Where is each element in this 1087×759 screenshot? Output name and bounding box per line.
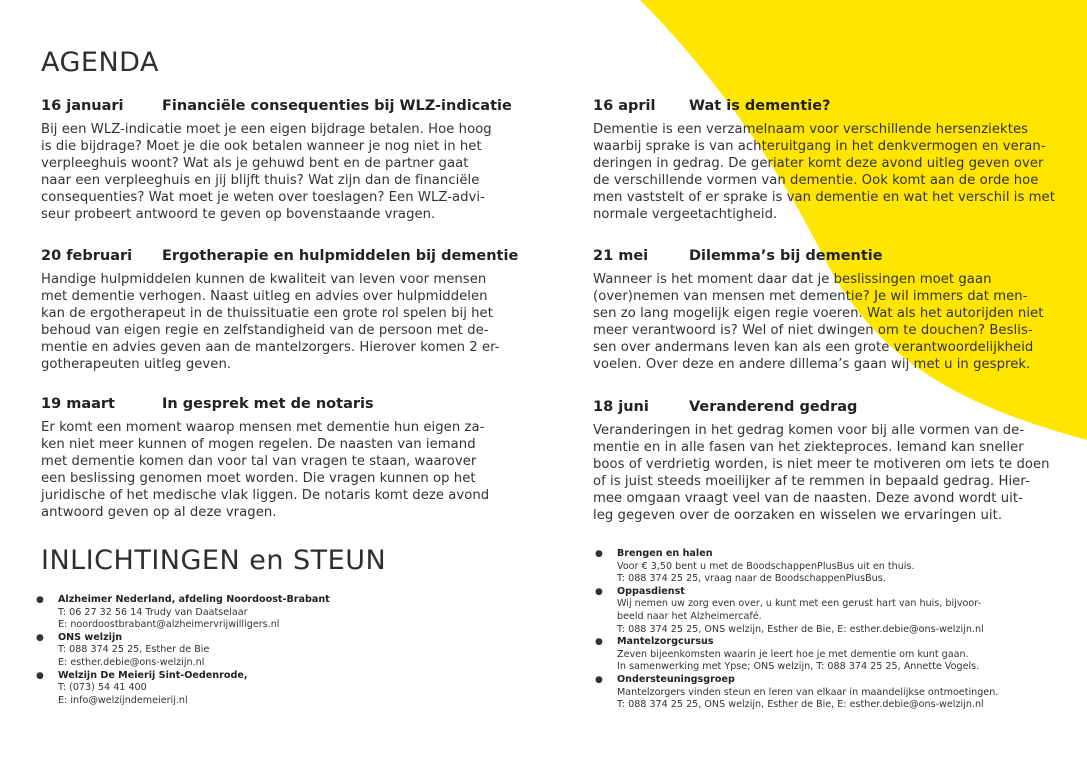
event-line: waarbij sprake is van achteruitgang in het denkvermogen en veran-: [593, 139, 1046, 154]
event-line: (over)nemen van mensen met dementie? Je wil immers dat men-: [593, 289, 1028, 304]
contact-item: [36, 670, 536, 708]
event-line: antwoord geven op al deze vragen.: [41, 505, 277, 520]
info-contacts-left: [36, 594, 536, 707]
event-title: Veranderend gedrag: [689, 399, 858, 415]
event-title: Ergotherapie en hulpmiddelen bij dementie: [162, 248, 519, 264]
bullet-icon: ●: [36, 595, 44, 605]
contact-item: [36, 594, 536, 632]
event-line: Wanneer is het moment daar dat je beslissingen moet gaan: [593, 272, 992, 287]
event-line: Handige hulpmiddelen kunnen de kwaliteit van leven voor mensen: [41, 272, 487, 287]
event-header: [41, 393, 528, 415]
contact-item: [36, 632, 536, 670]
event-header: [593, 396, 1076, 418]
event-line: met dementie verhogen. Naast uitleg en advies over hulpmiddelen: [41, 289, 488, 304]
event-line: Dementie is een verzamelnaam voor verschillende hersenziektes: [593, 122, 1029, 137]
event-line: juridische of het medische vlak liggen. De notaris komt deze avond: [41, 488, 490, 503]
event-line: gotherapeuten uitleg geven.: [41, 357, 232, 372]
event-line: Bij een WLZ-indicatie moet je een eigen bijdrage betalen. Hoe hoog: [41, 122, 492, 137]
agenda-event: [593, 396, 1076, 524]
event-line: naar een verpleeghuis en jij blijft thuis? Wat zijn dan de financiële: [41, 173, 480, 188]
event-line: mentie en advies geven aan de mantelzorgers. Hierover komen 2 er-: [41, 340, 500, 355]
contact-name: Oppasdienst: [617, 585, 685, 597]
event-description: [41, 271, 528, 373]
event-line: een beslissing genomen moet worden. Die vragen kunnen op het: [41, 471, 476, 486]
event-line: met dementie komen dan voor tal van vragen te staan, waarover: [41, 454, 477, 469]
event-line: kan de ergotherapeut in de thuissituatie een grote rol spelen bij het: [41, 306, 493, 321]
event-title: Financiële consequenties bij WLZ-indicatie: [162, 98, 512, 114]
contact-line: Voor € 3,50 bent u met de BoodschappenPlusBus uit en thuis.: [617, 560, 915, 572]
event-description: [41, 121, 528, 223]
contact-line: T: (073) 54 41 400: [58, 682, 147, 694]
event-line: mentie en in alle fasen van het ziekteproces. Iemand kan sneller: [593, 440, 1024, 455]
event-line: behoud van eigen regie en zelfstandigheid van de persoon met de-: [41, 323, 489, 338]
event-line: normale vergeetachtigheid.: [593, 207, 778, 222]
contact-item: [595, 674, 1075, 712]
event-line: consequenties? Wat moet je weten over toeslagen? Een WLZ-advi-: [41, 190, 485, 205]
contact-line: T: 088 374 25 25, Esther de Bie: [58, 644, 210, 656]
contact-line: Mantelzorgers vinden steun en leren van elkaar in maandelijkse ontmoetingen.: [617, 686, 999, 698]
event-line: of is juist steeds moeilijker af te remmen in bepaald gedrag. Hier-: [593, 474, 1030, 489]
event-description: [593, 422, 1076, 524]
event-title: Wat is dementie?: [689, 98, 831, 114]
event-line: mee omgaan vraagt veel van de naasten. Deze avond wordt uit-: [593, 491, 1023, 506]
contact-line: E: info@welzijndemeierij.nl: [58, 694, 188, 706]
event-line: sen over andermans leven kan als een grote verantwoordelijkheid: [593, 340, 1034, 355]
bullet-icon: ●: [595, 674, 603, 685]
event-line: deringen in gedrag. De geriater komt deze avond uitleg geven over: [593, 156, 1044, 171]
event-line: boos of verdrietig worden, is niet meer te motiveren om iets te doen: [593, 457, 1050, 472]
event-description: [41, 419, 528, 521]
contact-line: Zeven bijeenkomsten waarin je leert hoe je met dementie om kunt gaan.: [617, 648, 969, 660]
contact-line: T: 088 374 25 25, vraag naar de BoodschappenPlusBus.: [617, 573, 886, 585]
agenda-event: [593, 245, 1076, 373]
event-title: In gesprek met de notaris: [162, 396, 374, 412]
contact-name: Mantelzorgcursus: [617, 636, 714, 648]
event-description: [593, 121, 1076, 223]
bullet-icon: ●: [595, 549, 603, 559]
bullet-icon: ●: [36, 632, 44, 643]
event-header: [593, 245, 1076, 267]
event-date: 19 maart: [41, 396, 115, 412]
agenda-event: [41, 393, 528, 521]
bullet-icon: ●: [595, 586, 603, 597]
event-line: Veranderingen in het gedrag komen voor bij alle vormen van de-: [593, 423, 1025, 438]
event-title: Dilemma’s bij dementie: [689, 248, 883, 264]
event-header: [593, 95, 1076, 117]
event-date: 16 januari: [41, 98, 124, 114]
agenda-event: [41, 245, 528, 373]
contact-item: [595, 636, 1075, 674]
event-header: [41, 245, 528, 267]
event-line: seur probeert antwoord te geven op bovenstaande vragen.: [41, 207, 436, 222]
contact-line: Wij nemen uw zorg even over, u kunt met een gerust hart van huis, bijvoor-: [617, 598, 982, 610]
bullet-icon: ●: [36, 670, 44, 681]
info-heading: INLICHTINGEN en STEUN: [41, 545, 387, 576]
contact-line: E: esther.debie@ons-welzijn.nl: [58, 656, 205, 668]
event-line: verpleeghuis woont? Wat als je gehuwd bent en de partner gaat: [41, 156, 469, 171]
contact-line: E: noordoostbrabant@alzheimervrijwilligers.nl: [58, 619, 280, 631]
contact-item: [595, 586, 1075, 636]
event-date: 21 mei: [593, 248, 649, 264]
event-line: ken niet meer kunnen of mogen regelen. De naasten van iemand: [41, 437, 476, 452]
contact-name: Ondersteuningsgroep: [617, 673, 735, 685]
contact-name: Alzheimer Nederland, afdeling Noordoost-Brabant: [58, 594, 330, 605]
event-line: men vaststelt of er sprake is van dementie en wat het verschil is met: [593, 190, 1055, 205]
contact-name: ONS welzijn: [58, 631, 123, 643]
event-line: Er komt een moment waarop mensen met dementie hun eigen za-: [41, 420, 485, 435]
event-line: leg gegeven over de oorzaken en wisselen we ervaringen uit.: [593, 508, 1003, 523]
event-line: meer verantwoord is? Wel of niet dwingen om te douchen? Beslis-: [593, 323, 1033, 338]
agenda-event: [41, 95, 528, 223]
contact-item: [595, 548, 1075, 586]
event-date: 16 april: [593, 98, 656, 114]
event-line: voelen. Over deze en andere dillema’s gaan wij met u in gesprek.: [593, 357, 1031, 372]
contact-line: In samenwerking met Ypse; ONS welzijn, T: 088 374 25 25, Annette Vogels.: [617, 661, 980, 673]
contact-line: beeld naar het Alzheimercafé.: [617, 610, 762, 622]
contact-line: T: 088 374 25 25, ONS welzijn, Esther de Bie, E: esther.debie@ons-welzijn.nl: [617, 623, 984, 635]
event-header: [41, 95, 528, 117]
event-description: [593, 271, 1076, 373]
agenda-heading: AGENDA: [41, 47, 159, 78]
event-line: is die bijdrage? Moet je die ook betalen wanneer je nog niet in het: [41, 139, 482, 154]
bullet-icon: ●: [595, 637, 603, 648]
event-line: de verschillende vormen van dementie. Ook komt aan de orde hoe: [593, 173, 1039, 188]
contact-line: T: 088 374 25 25, ONS welzijn, Esther de Bie, E: esther.debie@ons-welzijn.nl: [617, 699, 984, 711]
event-date: 20 februari: [41, 248, 133, 264]
info-contacts-right: [595, 548, 1075, 712]
contact-name: Welzijn De Meierij Sint-Oedenrode,: [58, 669, 248, 681]
event-date: 18 juni: [593, 399, 649, 415]
agenda-event: [593, 95, 1076, 223]
contact-name: Brengen en halen: [617, 548, 713, 559]
event-line: sen zo lang mogelijk eigen regie voeren. Wat als het autorijden niet: [593, 306, 1044, 321]
contact-line: T: 06 27 32 56 14 Trudy van Daatselaar: [58, 606, 248, 618]
